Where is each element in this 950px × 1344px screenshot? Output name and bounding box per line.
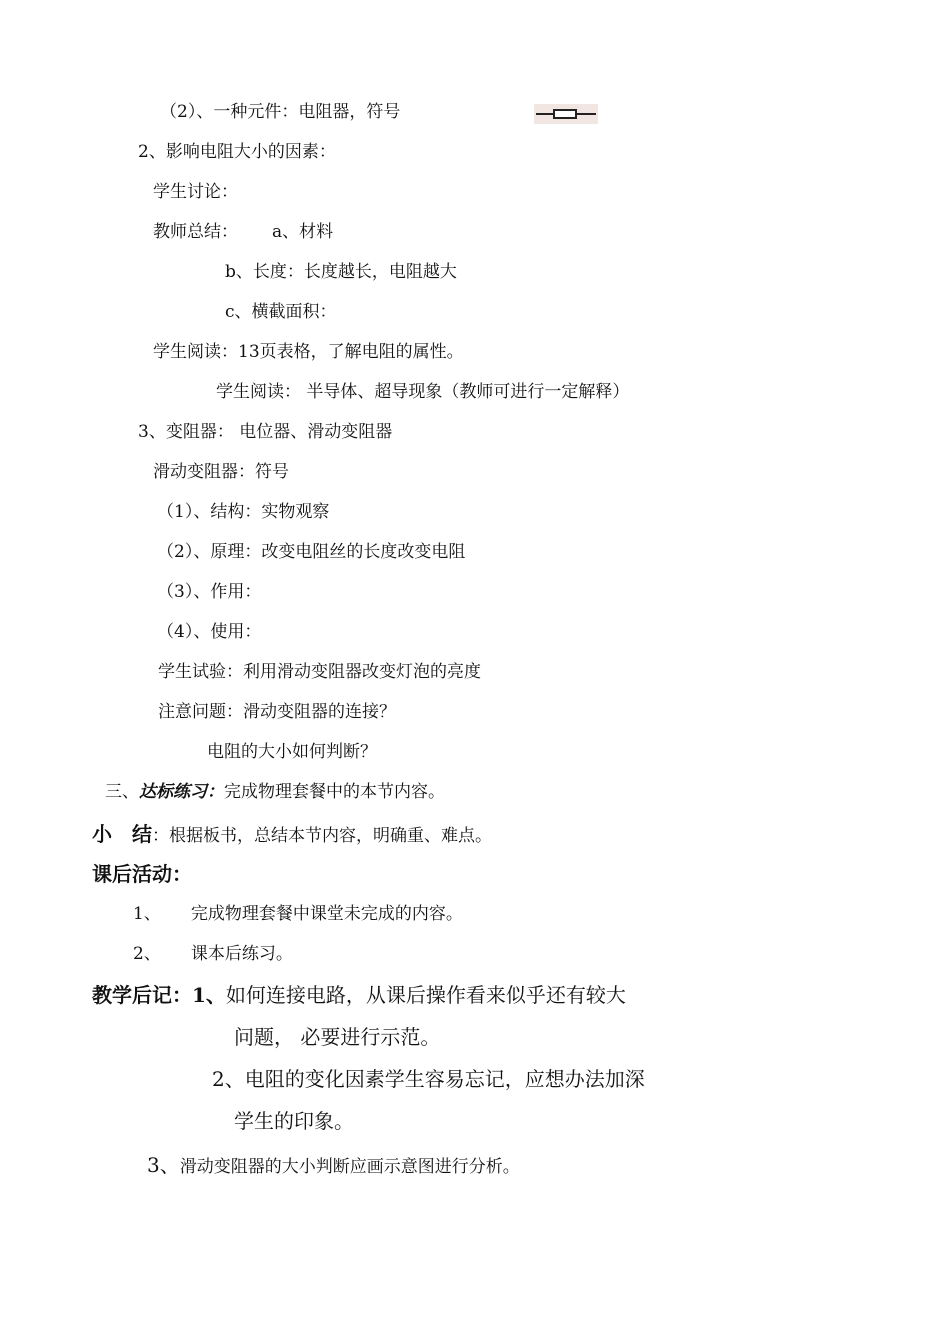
line-attention: 注意问题：滑动变阻器的连接？ (158, 702, 396, 722)
reflection-line-3 (147, 1152, 520, 1178)
reflection-line-2: 2、电阻的变化因素学生容易忘记，应想办法加深 (212, 1067, 645, 1091)
heading-rheostat: 3、变阻器： 电位器、滑动变阻器 (138, 422, 393, 442)
reflection-line-1 (92, 982, 626, 1008)
reflection-3-text: 滑动变阻器的大小判断应画示意图进行分析。 (179, 1157, 520, 1177)
line-function: （3）、作用： (157, 582, 262, 602)
item-1-text: 完成物理套餐中课堂未完成的内容。 (190, 904, 463, 924)
reflection-line-1-cont: 问题， 必要进行示范。 (234, 1025, 441, 1049)
line-student-reading-semiconductor: 学生阅读： 半导体、超导现象（教师可进行一定解释） (216, 382, 630, 402)
line-usage: （4）、使用： (157, 622, 262, 642)
summary-text: ：根据板书，总结本节内容，明确重、难点。 (152, 826, 492, 846)
teacher-summary-label: 教师总结： (153, 222, 238, 242)
factor-cross-section: c、横截面积： (225, 302, 337, 322)
factor-material: a、材料 (272, 222, 334, 242)
reflection-label: 教学后记：1、 (92, 983, 226, 1007)
line-student-experiment: 学生试验：利用滑动变阻器改变灯泡的亮度 (158, 662, 481, 682)
line-judge-resistance: 电阻的大小如何判断？ (207, 742, 377, 762)
practice-label: 达标练习： (139, 782, 224, 802)
line-student-discussion: 学生讨论： (153, 182, 238, 202)
summary-label: 小 结 (92, 822, 152, 846)
line-summary (92, 821, 492, 847)
after-class-item-2 (133, 943, 293, 965)
line-practice (105, 781, 445, 803)
item-2-text: 课本后练习。 (190, 944, 293, 964)
after-class-item-1 (133, 903, 463, 925)
heading-after-class: 课后活动： (92, 862, 192, 886)
line-component-resistor: （2）、一种元件：电阻器，符号 (160, 102, 401, 122)
line-teacher-summary (153, 221, 333, 243)
item-2-number: 2、 (133, 944, 161, 964)
item-1-number: 1、 (133, 904, 161, 924)
resistor-symbol-icon (534, 104, 598, 124)
practice-text: 完成物理套餐中的本节内容。 (224, 782, 445, 802)
reflection-3-number: 3、 (147, 1153, 180, 1177)
reflection-1-text: 如何连接电路，从课后操作看来似乎还有较大 (225, 983, 626, 1007)
line-student-reading-table: 学生阅读：13页表格，了解电阻的属性。 (153, 342, 464, 362)
reflection-line-2-cont: 学生的印象。 (234, 1109, 354, 1133)
practice-number: 三、 (105, 782, 139, 802)
line-rheostat-symbol: 滑动变阻器：符号 (153, 462, 289, 482)
heading-factors: 2、影响电阻大小的因素： (138, 142, 336, 162)
factor-length: b、长度：长度越长，电阻越大 (225, 262, 457, 282)
line-structure: （1）、结构：实物观察 (157, 502, 330, 522)
line-principle: （2）、原理：改变电阻丝的长度改变电阻 (157, 542, 466, 562)
